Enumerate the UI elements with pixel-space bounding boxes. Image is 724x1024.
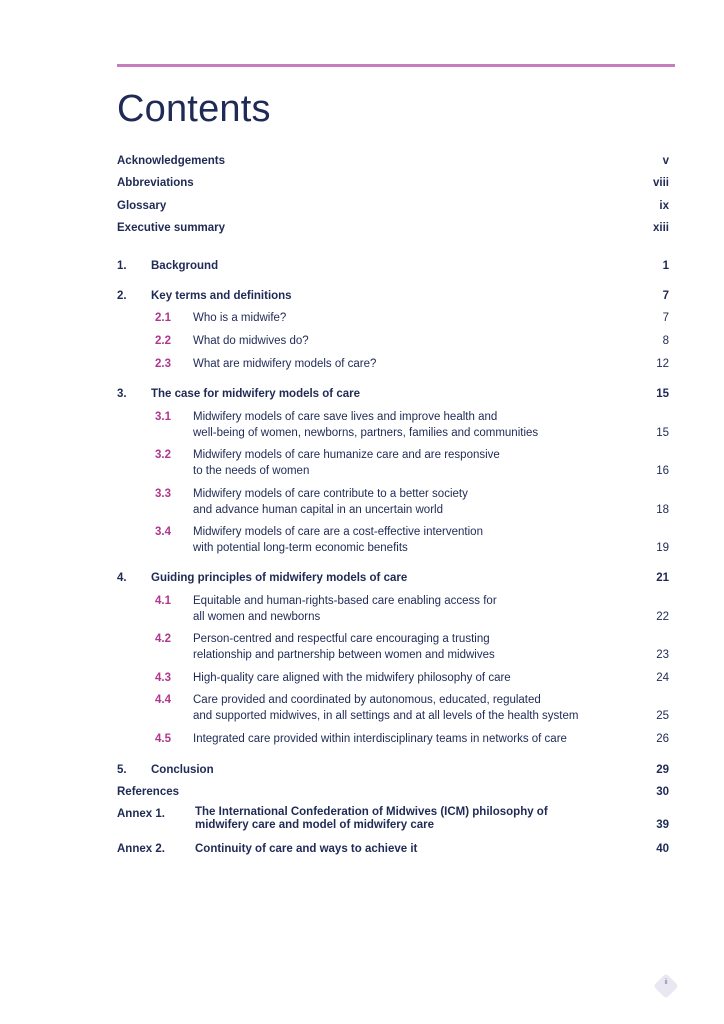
section-number: 4.1: [155, 595, 171, 607]
section-label: Who is a midwife?: [193, 312, 287, 324]
section-label-line2: relationship and partnership between women and midwives: [193, 649, 495, 661]
section-label-line1: Midwifery models of care are a cost-effective intervention: [193, 526, 483, 538]
section-label-line2: well-being of women, newborns, partners, families and communities: [193, 427, 539, 439]
toc-page: 23: [656, 649, 669, 661]
toc-annex-1[interactable]: [117, 806, 669, 834]
chapter-label: Background: [151, 260, 219, 272]
top-rule: [117, 64, 675, 67]
section-number: 2.2: [155, 335, 171, 347]
section-label-line1: Midwifery models of care contribute to a better society: [193, 488, 468, 500]
toc-page: 29: [656, 764, 669, 776]
section-label-line2: to the needs of women: [193, 465, 310, 477]
toc-section-4-4[interactable]: [117, 692, 669, 724]
toc-entry-abbreviations[interactable]: [117, 175, 669, 191]
page-number-badge: [653, 973, 678, 998]
toc-label: Abbreviations: [117, 177, 194, 189]
toc-page: 21: [656, 572, 669, 584]
annex-number: Annex 2.: [117, 843, 165, 855]
section-number: 4.5: [155, 733, 171, 745]
toc-page: ix: [659, 200, 669, 212]
toc-section-3-2[interactable]: [117, 447, 669, 479]
section-number: 2.3: [155, 358, 171, 370]
toc-page: 15: [656, 388, 669, 400]
toc-entry-acknowledgements[interactable]: [117, 153, 669, 169]
toc-page: 39: [656, 819, 669, 831]
section-number: 4.3: [155, 672, 171, 684]
chapter-number: 3.: [117, 388, 127, 400]
section-label-line1: Midwifery models of care save lives and improve health and: [193, 411, 498, 423]
section-number: 3.2: [155, 449, 171, 461]
toc-page: 16: [656, 465, 669, 477]
section-label-line2: with potential long-term economic benefits: [193, 542, 408, 554]
toc-section-4-2[interactable]: [117, 631, 669, 663]
chapter-number: 4.: [117, 572, 127, 584]
annex-number: Annex 1.: [117, 808, 165, 820]
section-label: High-quality care aligned with the midwifery philosophy of care: [193, 672, 511, 684]
toc-section-4-1[interactable]: [117, 593, 669, 625]
section-label: Integrated care provided within interdisciplinary teams in networks of care: [193, 733, 567, 745]
section-label-line2: and supported midwives, in all settings and at all levels of the health system: [193, 710, 579, 722]
page-number: ii: [664, 979, 668, 986]
toc-page: 7: [662, 290, 669, 302]
toc-page: v: [662, 155, 669, 167]
toc-page: 15: [656, 427, 669, 439]
toc-page: 19: [656, 542, 669, 554]
toc-label: Acknowledgements: [117, 155, 225, 167]
section-number: 3.3: [155, 488, 171, 500]
toc-entry-executive-summary[interactable]: [117, 220, 669, 236]
annex-label: Continuity of care and ways to achieve it: [195, 843, 418, 855]
toc-section-3-3[interactable]: [117, 486, 669, 518]
chapter-number: 2.: [117, 290, 127, 302]
toc-section-3-4[interactable]: [117, 524, 669, 556]
toc-page: 40: [656, 843, 669, 855]
toc-label: Glossary: [117, 200, 167, 212]
toc-page: 1: [662, 260, 669, 272]
toc-label: Executive summary: [117, 222, 226, 234]
section-label: What are midwifery models of care?: [193, 358, 377, 370]
toc-page: 12: [656, 358, 669, 370]
toc-page: xiii: [653, 222, 669, 234]
toc-page: 30: [656, 786, 669, 798]
toc-section-3-1[interactable]: [117, 409, 669, 441]
toc-page: 25: [656, 710, 669, 722]
section-number: 3.4: [155, 526, 171, 538]
section-label-line1: Care provided and coordinated by autonomous, educated, regulated: [193, 694, 541, 706]
chapter-label: The case for midwifery models of care: [151, 388, 360, 400]
toc-entry-references[interactable]: [117, 784, 669, 800]
toc-page: 7: [662, 312, 669, 324]
annex-label-line2: midwifery care and model of midwifery care: [195, 819, 435, 831]
toc-page: 8: [662, 335, 669, 347]
toc-page: 26: [656, 733, 669, 745]
section-number: 4.4: [155, 694, 171, 706]
section-label-line2: and advance human capital in an uncertain world: [193, 504, 443, 516]
chapter-label: Key terms and definitions: [151, 290, 292, 302]
toc-page: 18: [656, 504, 669, 516]
chapter-label: Conclusion: [151, 764, 214, 776]
toc-page: viii: [653, 177, 669, 189]
toc-label: References: [117, 786, 180, 798]
section-number: 3.1: [155, 411, 171, 423]
section-label-line1: Midwifery models of care humanize care and are responsive: [193, 449, 500, 461]
chapter-number: 5.: [117, 764, 127, 776]
chapter-number: 1.: [117, 260, 127, 272]
chapter-label: Guiding principles of midwifery models of care: [151, 572, 408, 584]
section-label-line2: all women and newborns: [193, 611, 321, 623]
section-label: What do midwives do?: [193, 335, 309, 347]
section-number: 2.1: [155, 312, 171, 324]
annex-label-line1: The International Confederation of Midwives (ICM) philosophy of: [195, 806, 548, 818]
toc-entry-glossary[interactable]: [117, 198, 669, 214]
page-title: Contents: [117, 88, 271, 130]
section-label-line1: Person-centred and respectful care encouraging a trusting: [193, 633, 490, 645]
toc-page: 24: [656, 672, 669, 684]
section-label-line1: Equitable and human-rights-based care enabling access for: [193, 595, 497, 607]
section-number: 4.2: [155, 633, 171, 645]
toc-page: 22: [656, 611, 669, 623]
